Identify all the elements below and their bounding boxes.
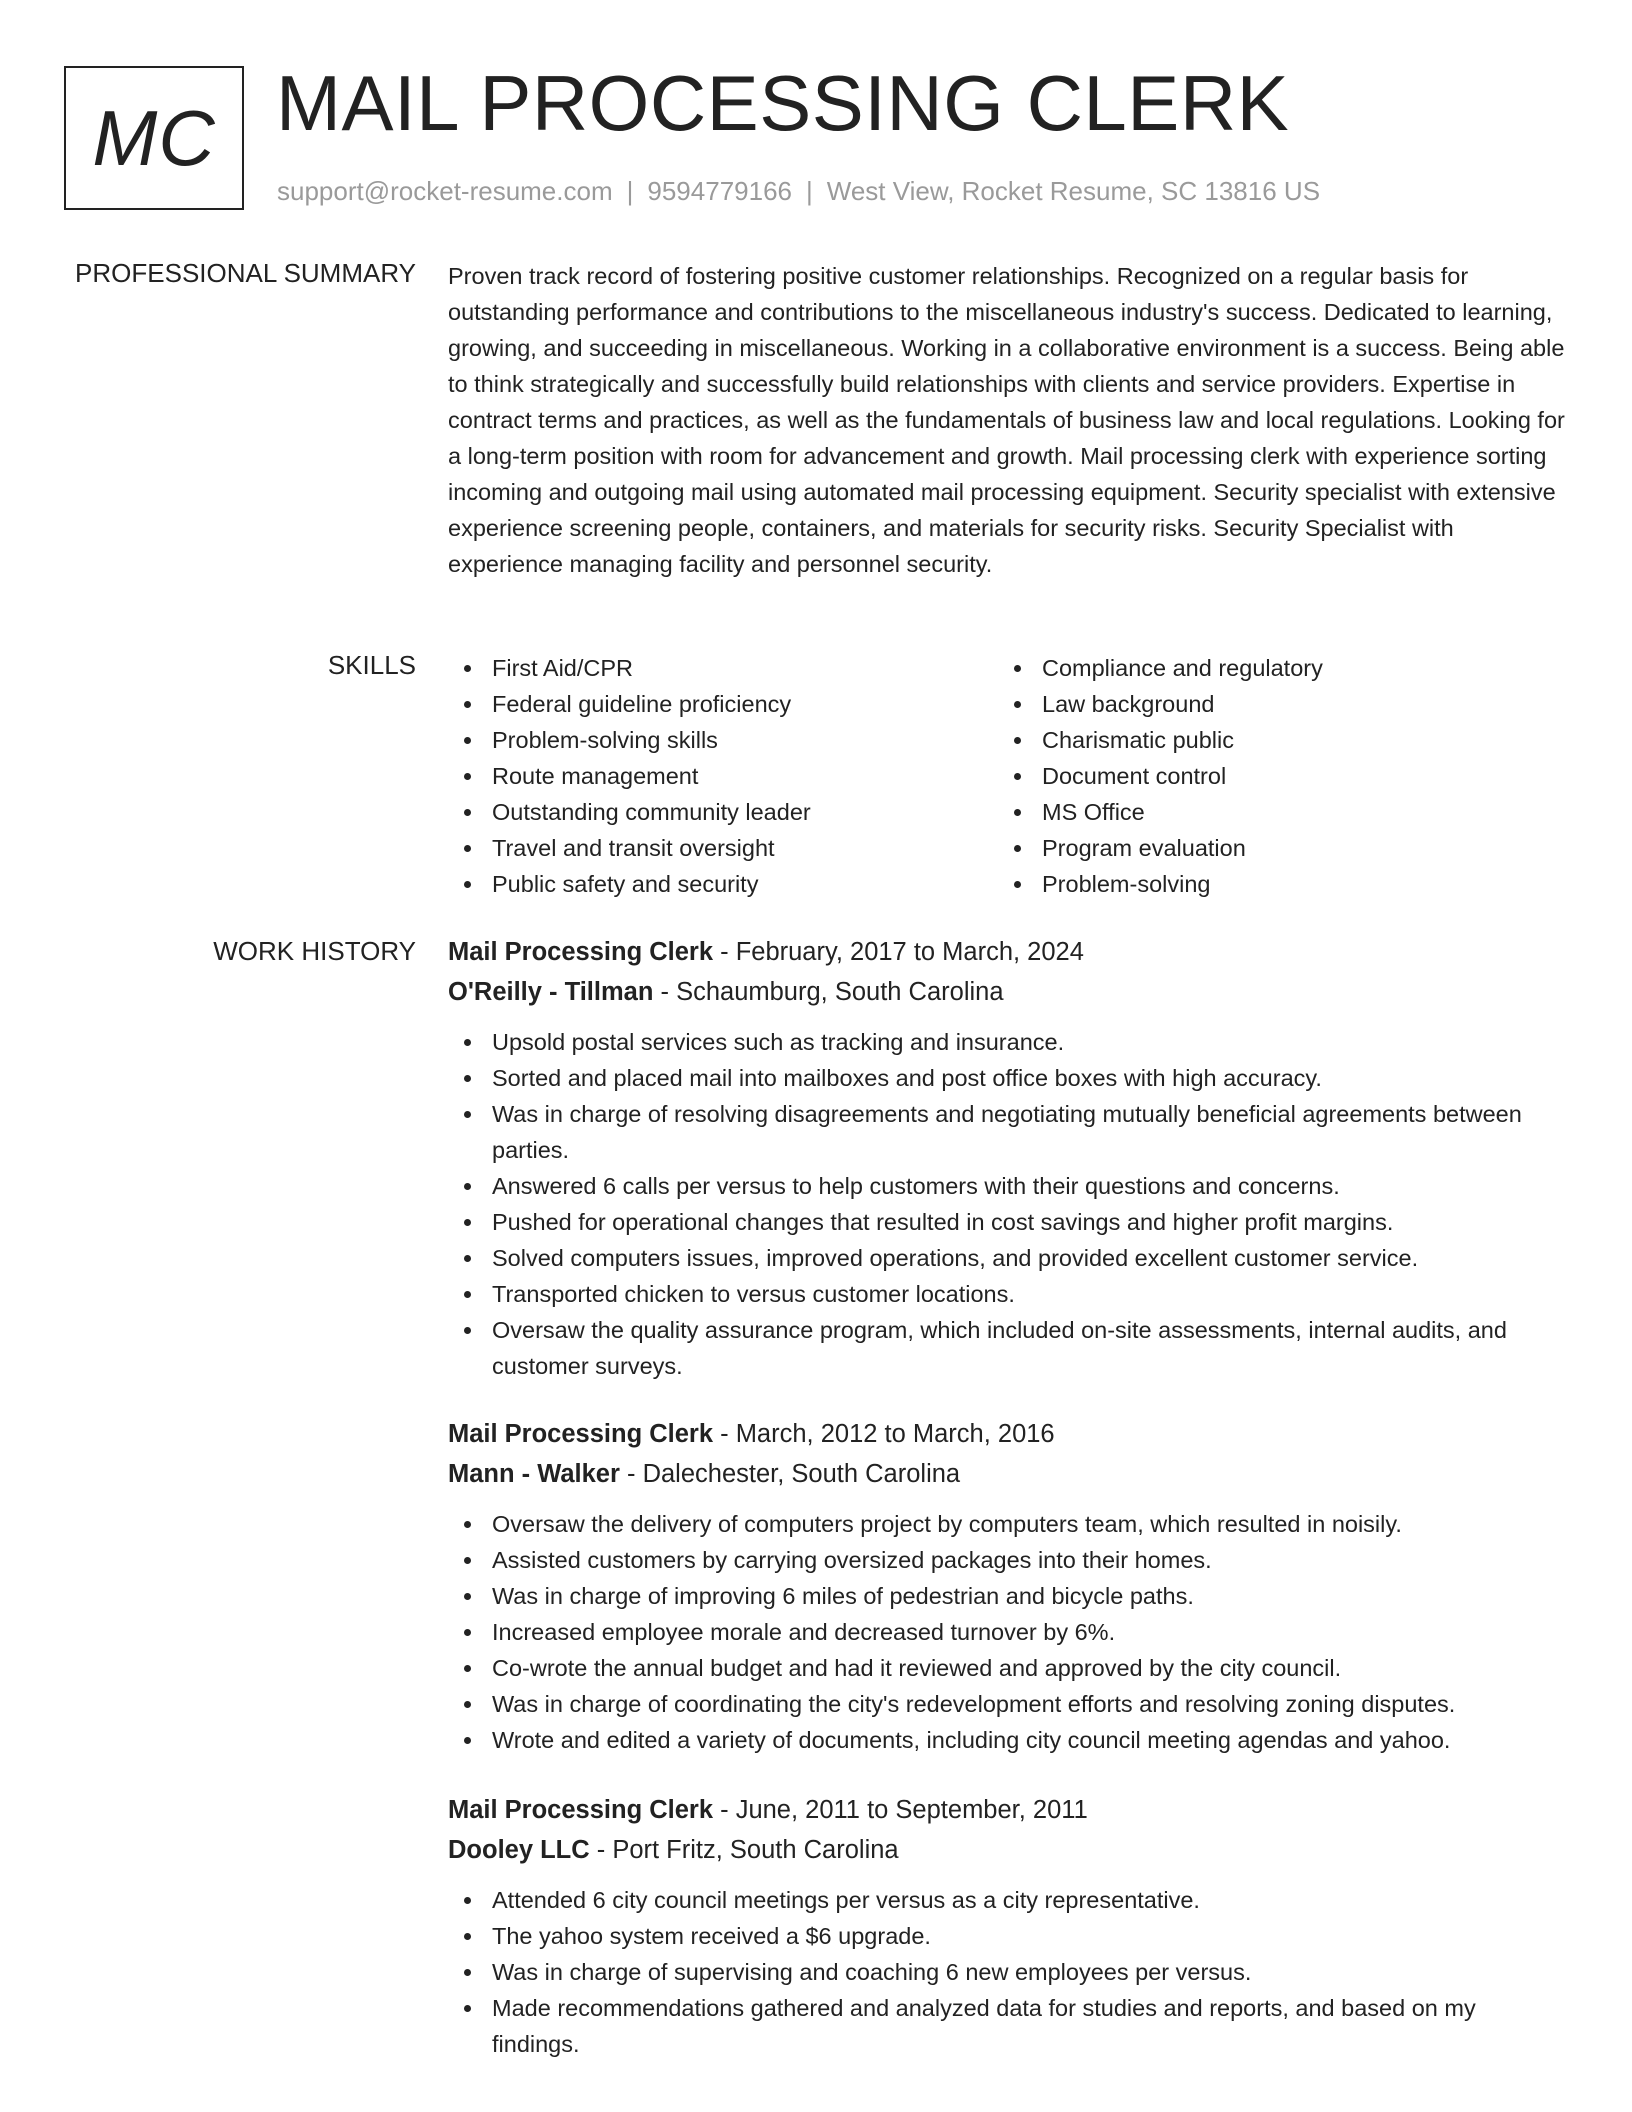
job-bullet: Was in charge of supervising and coaching 6 new employees per versus.: [448, 1954, 1568, 1990]
skill-item: First Aid/CPR: [448, 650, 998, 686]
job-bullet: The yahoo system received a $6 upgrade.: [448, 1918, 1568, 1954]
job-bullet: Made recommendations gathered and analyzed data for studies and reports, and based on my findings.: [448, 1990, 1568, 2062]
skill-item: Law background: [998, 686, 1548, 722]
page-title: MAIL PROCESSING CLERK: [276, 59, 1290, 147]
skills-column-right: [998, 650, 1548, 902]
skill-item: Outstanding community leader: [448, 794, 998, 830]
job-bullet: Oversaw the delivery of computers project by computers team, which resulted in noisily.: [448, 1506, 1568, 1542]
skill-item: Problem-solving skills: [448, 722, 998, 758]
skill-item: Document control: [998, 758, 1548, 794]
job-company: Dooley LLC: [448, 1836, 590, 1864]
job-company: O'Reilly - Tillman: [448, 978, 654, 1006]
job-company-line: [448, 1830, 1568, 1870]
job-entry: [448, 1790, 1568, 2062]
monogram-logo: MC: [64, 66, 244, 210]
contact-address: West View, Rocket Resume, SC 13816 US: [826, 176, 1321, 206]
section-label-work-history: WORK HISTORY: [213, 936, 416, 966]
skill-item: Route management: [448, 758, 998, 794]
job-bullet: Pushed for operational changes that resulted in cost savings and higher profit margins.: [448, 1204, 1568, 1240]
job-dates: - June, 2011 to September, 2011: [713, 1796, 1088, 1824]
job-company-line: [448, 1454, 1568, 1494]
job-dates: - February, 2017 to March, 2024: [713, 938, 1084, 966]
job-bullet: Was in charge of improving 6 miles of pedestrian and bicycle paths.: [448, 1578, 1568, 1614]
job-title-line: [448, 932, 1568, 972]
job-bullet: Transported chicken to versus customer locations.: [448, 1276, 1568, 1312]
skill-item: Public safety and security: [448, 866, 998, 902]
job-bullet: Solved computers issues, improved operations, and provided excellent customer service.: [448, 1240, 1568, 1276]
skill-item: Federal guideline proficiency: [448, 686, 998, 722]
job-bullet: Sorted and placed mail into mailboxes and post office boxes with high accuracy.: [448, 1060, 1568, 1096]
skills-list: [448, 650, 1568, 902]
job-company-line: [448, 972, 1568, 1012]
job-company: Mann - Walker: [448, 1460, 620, 1488]
job-location: - Dalechester, South Carolina: [619, 1460, 961, 1488]
contact-email[interactable]: support@rocket-resume.com: [277, 176, 613, 206]
summary-text: Proven track record of fostering positive customer relationships. Recognized on a regular basis for outstanding performance and contributions to the miscellaneous industry's success. Dedicated to learning, growing, and succeeding in miscellaneous. Working in a collaborative environment is a success. Being able to think strategically and successfully build relationships with clients and service providers. Expertise in contract terms and practices, as well as the fundamentals of business law and local regulations. Looking for a long-term position with room for advancement and growth. Mail processing clerk with experience sorting incoming and outgoing mail using automated mail processing equipment. Security specialist with extensive experience screening people, containers, and materials for security risks. Security Specialist with experience managing facility and personnel security.: [448, 263, 1565, 577]
job-title-line: [448, 1790, 1568, 1830]
job-entry: [448, 932, 1568, 1384]
skill-item: MS Office: [998, 794, 1548, 830]
skill-item: Problem-solving: [998, 866, 1548, 902]
job-dates: - March, 2012 to March, 2016: [713, 1420, 1055, 1448]
contact-phone: 9594779166: [647, 176, 792, 206]
job-entry: [448, 1414, 1568, 1758]
contact-separator: |: [626, 176, 634, 206]
job-bullets: [448, 1506, 1568, 1758]
job-bullet: Assisted customers by carrying oversized packages into their homes.: [448, 1542, 1568, 1578]
job-location: - Port Fritz, South Carolina: [589, 1836, 899, 1864]
job-location: - Schaumburg, South Carolina: [653, 978, 1004, 1006]
job-bullet: Oversaw the quality assurance program, which included on-site assessments, internal audits, and customer surveys.: [448, 1312, 1568, 1384]
job-title: Mail Processing Clerk: [448, 1796, 714, 1824]
skills-column-left: [448, 650, 998, 902]
job-bullet: Upsold postal services such as tracking and insurance.: [448, 1024, 1568, 1060]
job-bullet: Wrote and edited a variety of documents, including city council meeting agendas and yahoo.: [448, 1722, 1568, 1758]
section-label-skills: SKILLS: [327, 650, 416, 680]
job-title: Mail Processing Clerk: [448, 938, 714, 966]
skill-item: Program evaluation: [998, 830, 1548, 866]
skill-item: Charismatic public: [998, 722, 1548, 758]
job-bullet: Attended 6 city council meetings per versus as a city representative.: [448, 1882, 1568, 1918]
job-bullet: Increased employee morale and decreased turnover by 6%.: [448, 1614, 1568, 1650]
job-bullets: [448, 1882, 1568, 2062]
job-bullet: Was in charge of coordinating the city's redevelopment efforts and resolving zoning disputes.: [448, 1686, 1568, 1722]
skill-item: Compliance and regulatory: [998, 650, 1548, 686]
contact-separator: |: [806, 176, 813, 206]
contact-line: [277, 176, 1320, 207]
section-label-summary: PROFESSIONAL SUMMARY: [75, 258, 416, 288]
job-title: Mail Processing Clerk: [448, 1420, 714, 1448]
job-bullets: [448, 1024, 1568, 1384]
skill-item: Travel and transit oversight: [448, 830, 998, 866]
job-bullet: Co-wrote the annual budget and had it reviewed and approved by the city council.: [448, 1650, 1568, 1686]
job-bullet: Answered 6 calls per versus to help customers with their questions and concerns.: [448, 1168, 1568, 1204]
job-title-line: [448, 1414, 1568, 1454]
job-bullet: Was in charge of resolving disagreements and negotiating mutually beneficial agreements between parties.: [448, 1096, 1568, 1168]
